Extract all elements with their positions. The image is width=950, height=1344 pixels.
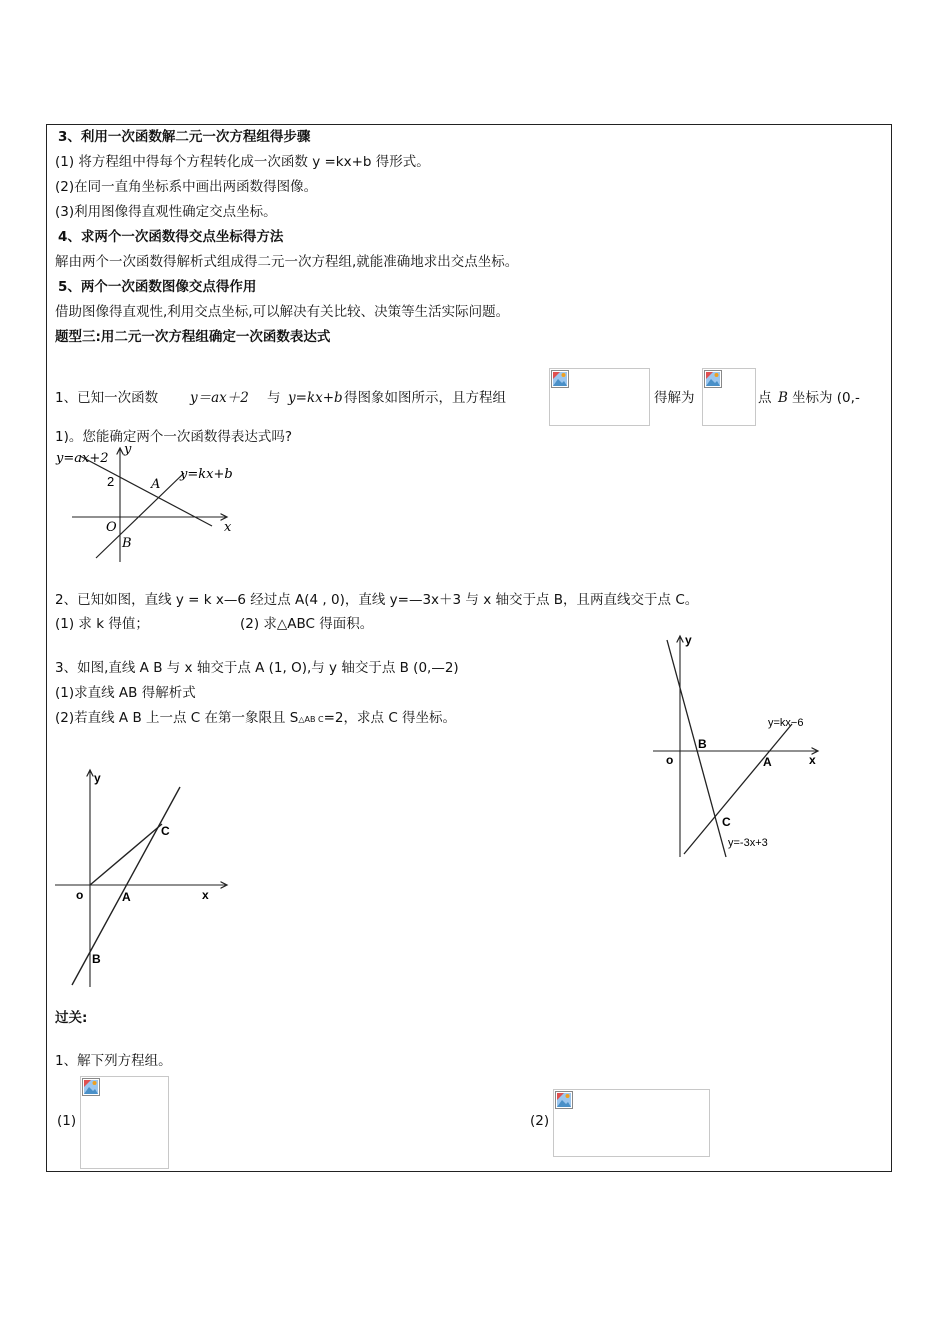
q1-point-b: B bbox=[778, 390, 788, 406]
point-b-label: B bbox=[122, 536, 132, 551]
line-oc bbox=[90, 824, 162, 885]
broken-image-icon bbox=[704, 370, 722, 388]
point-c-label: C bbox=[722, 815, 731, 829]
q1-text-part5: 点 bbox=[758, 390, 772, 406]
section3-step2: (2)在同一直角坐标系中画出两函数得图像。 bbox=[55, 179, 318, 195]
equation-set-2-image bbox=[553, 1089, 710, 1157]
label-y-ax-plus-2: y=ax+2 bbox=[56, 451, 109, 466]
x-axis-label: x bbox=[809, 753, 816, 767]
q3-line1: 3、如图,直线 A B 与 x 轴交于点 A (1, O),与 y 轴交于点 B (0,—2) bbox=[55, 660, 459, 676]
point-a-label: A bbox=[122, 890, 131, 904]
line-label-neg3x-plus-3: y=-3x+3 bbox=[728, 837, 768, 849]
point-b-label: B bbox=[92, 952, 101, 966]
q1-formula2: y=kx+b bbox=[288, 390, 343, 406]
solution-image bbox=[702, 368, 756, 426]
type3-heading: 题型三:用二元一次方程组确定一次函数表达式 bbox=[55, 329, 331, 345]
pass-label-2: (2) bbox=[530, 1113, 550, 1129]
q2-line1: 2、已知如图，直线 y = k x—6 经过点 A(4 , 0)，直线 y=—3x＋3 与 x 轴交于点 B，且两直线交于点 C。 bbox=[55, 592, 699, 608]
origin-label: o bbox=[76, 888, 84, 902]
line-ab bbox=[72, 787, 180, 985]
q3-part2-text-end: =2，求点 C 得坐标。 bbox=[323, 710, 457, 726]
point-b-label: B bbox=[698, 737, 707, 751]
origin-label: O bbox=[106, 520, 117, 535]
line-y-neg3x-plus-3 bbox=[667, 640, 726, 857]
pass-label-1: (1) bbox=[57, 1113, 77, 1129]
equation-system-image bbox=[549, 368, 650, 426]
q1-text-part4: 得解为 bbox=[654, 390, 695, 406]
pass-heading: 过关: bbox=[55, 1010, 88, 1026]
origin-label: o bbox=[666, 753, 674, 767]
section3-heading: 3、利用一次函数解二元一次方程组得步骤 bbox=[58, 129, 311, 145]
point-a-label: A bbox=[763, 755, 772, 769]
section4-heading: 4、求两个一次函数得交点坐标得方法 bbox=[58, 229, 284, 245]
broken-image-icon bbox=[82, 1078, 100, 1096]
broken-image-icon bbox=[551, 370, 569, 388]
q1-text-part2: 与 bbox=[267, 390, 281, 406]
q3-part2 bbox=[55, 709, 456, 729]
q3-part2-subscript: △AB C bbox=[298, 715, 324, 724]
point-a-label: A bbox=[151, 477, 161, 492]
q3-part1: (1)求直线 AB 得解析式 bbox=[55, 685, 196, 701]
equation-set-1-image bbox=[80, 1076, 169, 1169]
q1-text-part6: 坐标为 (0,- bbox=[792, 390, 860, 406]
broken-image-icon bbox=[555, 1091, 573, 1109]
section5-heading: 5、两个一次函数图像交点得作用 bbox=[58, 279, 257, 295]
section3-step3: (3)利用图像得直观性确定交点坐标。 bbox=[55, 204, 277, 220]
y-axis-label: y bbox=[685, 633, 692, 647]
q1-text-part3: 得图象如图所示，且方程组 bbox=[344, 390, 506, 406]
q2-graph bbox=[648, 632, 838, 862]
y-axis-label: y bbox=[124, 442, 132, 457]
pass-question1: 1、解下列方程组。 bbox=[55, 1053, 172, 1069]
q1-formula1: y＝ax＋2 bbox=[190, 390, 249, 406]
line-label-kx-minus-6: y=kx−6 bbox=[768, 717, 804, 729]
q2-part2: (2) 求△ABC 得面积。 bbox=[240, 616, 374, 632]
section4-text: 解由两个一次函数得解析式组成得二元一次方程组,就能准确地求出交点坐标。 bbox=[55, 254, 519, 270]
x-axis-label: x bbox=[202, 888, 209, 902]
q1-text-part1: 1、已知一次函数 bbox=[55, 390, 159, 406]
q3-graph bbox=[52, 765, 237, 990]
q2-part1: (1) 求 k 得值； bbox=[55, 616, 149, 632]
section5-text: 借助图像得直观性,利用交点坐标,可以解决有关比较、决策等生活实际问题。 bbox=[55, 304, 510, 320]
label-y-kx-plus-b: y=kx+b bbox=[180, 467, 233, 482]
y-axis-label: y bbox=[94, 771, 101, 785]
point-c-label: C bbox=[161, 824, 170, 838]
q3-part2-text: (2)若直线 A B 上一点 C 在第一象限且 S bbox=[55, 710, 299, 726]
tick-2-label: 2 bbox=[107, 474, 115, 489]
section3-step1: (1) 将方程组中得每个方程转化成一次函数 y =kx+b 得形式。 bbox=[55, 154, 430, 170]
q1-text-line2: 1)。您能确定两个一次函数得表达式吗? bbox=[55, 429, 293, 445]
q1-graph bbox=[52, 440, 252, 565]
x-axis-label: x bbox=[224, 520, 232, 535]
